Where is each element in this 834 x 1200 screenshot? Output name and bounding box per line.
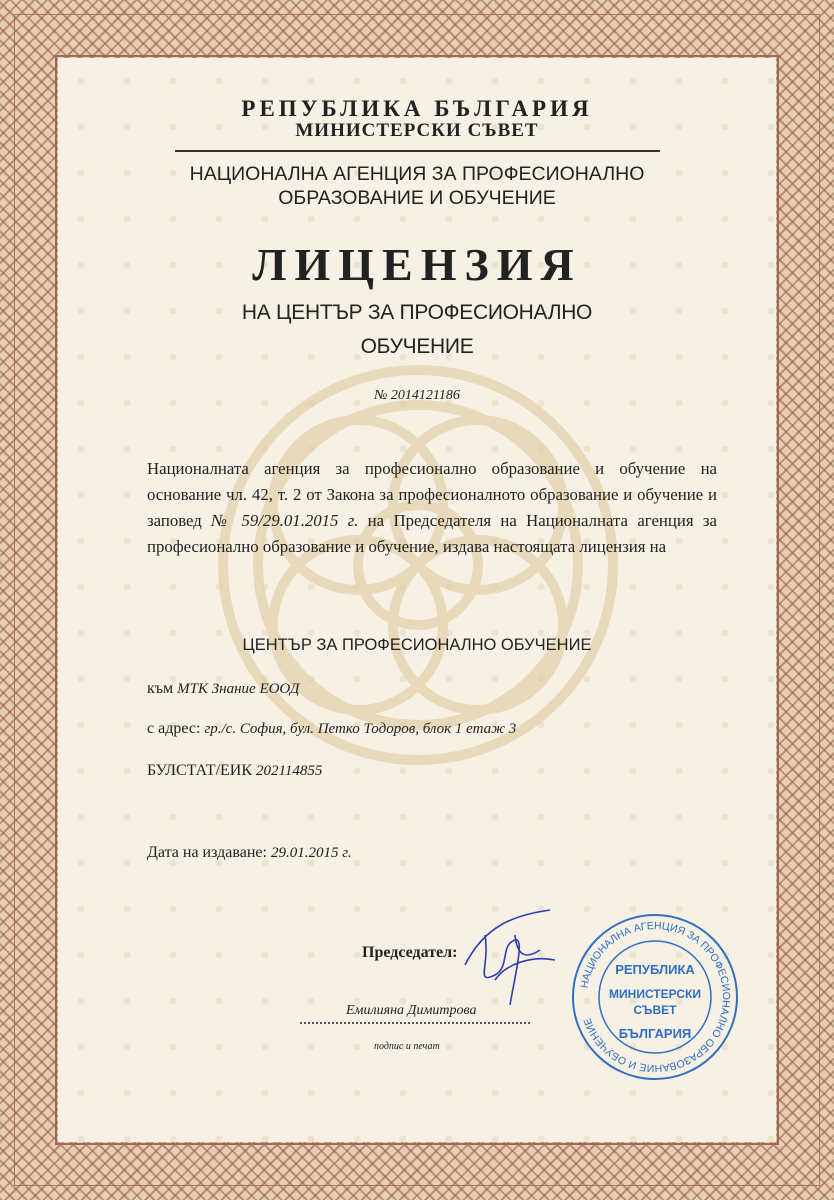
bulstat-value: 202114855 bbox=[256, 763, 323, 779]
official-stamp bbox=[570, 912, 740, 1082]
order-number: № 59/29.01.2015 г. bbox=[211, 511, 359, 530]
body-part1: Националната агенция за професионално образование и обучение на основание чл. 42, т. 2 от Закона за професионалното образование и обучение и заповед bbox=[147, 459, 717, 530]
stamp-line3: СЪВЕТ bbox=[633, 1003, 677, 1017]
stamp-line4: БЪЛГАРИЯ bbox=[618, 1026, 692, 1041]
handwritten-signature bbox=[455, 905, 565, 1025]
address-field bbox=[147, 720, 516, 738]
header-republic: РЕПУБЛИКА БЪЛГАРИЯ bbox=[241, 96, 593, 121]
body-part2: на Председателя на Националната агенция за професионално образование и обучение, издава настоящата лицензия на bbox=[147, 511, 717, 556]
stamp-line2: МИНИСТЕРСКИ bbox=[609, 987, 701, 1001]
bulstat-label: БУЛСТАТ/ЕИК bbox=[147, 762, 253, 779]
header-divider bbox=[175, 150, 660, 152]
signature-caption: подпис и печат bbox=[374, 1041, 440, 1052]
address-value: гр./с. София, бул. Петко Тодоров, блок 1 етаж 3 bbox=[204, 721, 517, 737]
bulstat-field bbox=[147, 762, 322, 780]
organization-label: към bbox=[147, 680, 174, 697]
chairman-label: Председател: bbox=[362, 944, 458, 961]
agency-name bbox=[0, 162, 834, 210]
agency-name-line2: ОБРАЗОВАНИЕ И ОБУЧЕНИЕ bbox=[278, 187, 556, 209]
chairman-name: Емилияна Димитрова bbox=[346, 1003, 477, 1018]
issue-date-field bbox=[147, 844, 352, 862]
celtic-knot-watermark bbox=[208, 355, 628, 775]
header-council: МИНИСТЕРСКИ СЪВЕТ bbox=[295, 120, 539, 141]
organization-field bbox=[147, 680, 299, 698]
organization-value: МТК Знание ЕООД bbox=[177, 681, 300, 697]
agency-name-line1: НАЦИОНАЛНА АГЕНЦИЯ ЗА ПРОФЕСИОНАЛНО bbox=[189, 163, 645, 185]
license-title: ЛИЦЕНЗИЯ bbox=[252, 239, 582, 290]
issue-date-label: Дата на издаване: bbox=[147, 844, 267, 861]
license-subtitle bbox=[0, 296, 834, 364]
stamp-line1: РЕПУБЛИКА bbox=[615, 962, 695, 977]
center-type-label: ЦЕНТЪР ЗА ПРОФЕСИОНАЛНО ОБУЧЕНИЕ bbox=[242, 636, 592, 654]
subtitle-line1: НА ЦЕНТЪР ЗА ПРОФЕСИОНАЛНО bbox=[241, 301, 593, 324]
license-body bbox=[147, 456, 717, 560]
stamp-outer-text: НАЦИОНАЛНА АГЕНЦИЯ ЗА ПРОФЕСИОНАЛНО ОБРАЗОВАНИЕ И ОБУЧЕНИЕ bbox=[578, 919, 733, 1075]
license-number: № 2014121186 bbox=[374, 388, 460, 403]
subtitle-line2: ОБУЧЕНИЕ bbox=[360, 335, 474, 358]
issue-date-value: 29.01.2015 г. bbox=[270, 845, 352, 861]
address-label: с адрес: bbox=[147, 720, 201, 737]
